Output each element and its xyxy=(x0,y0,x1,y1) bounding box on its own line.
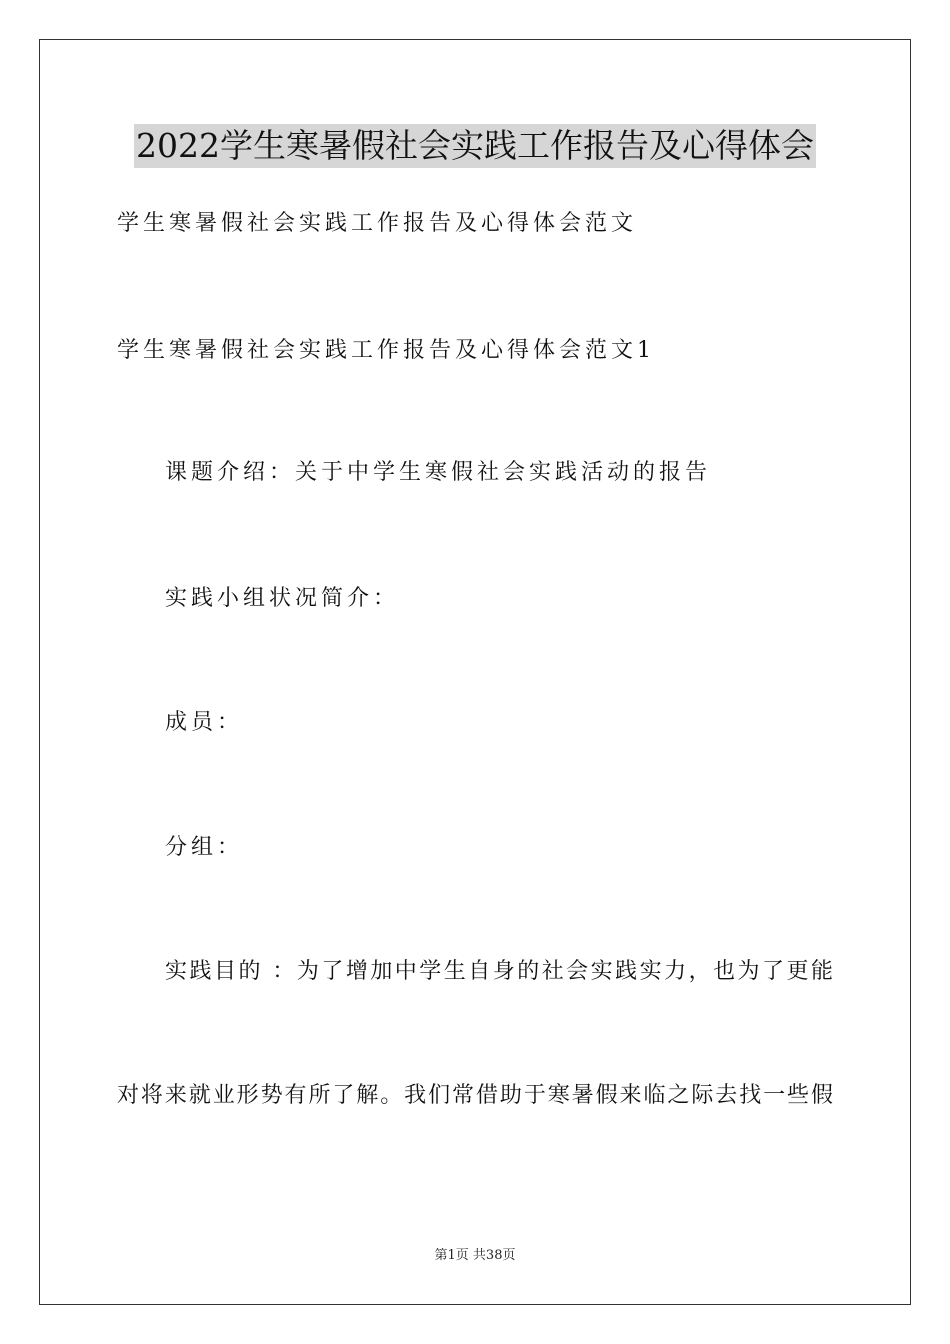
section-heading: 学生寒暑假社会实践工作报告及心得体会范文1 xyxy=(117,338,655,363)
grouping-line: 分组： xyxy=(165,835,244,860)
purpose-line: 实践目的 ：为了增加中学生自身的社会实践实力，也为了更能 xyxy=(165,959,833,984)
subtitle-line: 学生寒暑假社会实践工作报告及心得体会范文 xyxy=(117,211,638,236)
page-footer: 第1页 共38页 xyxy=(434,1248,516,1263)
members-line: 成员： xyxy=(165,710,244,735)
title-container xyxy=(0,124,950,168)
topic-intro-line: 课题介绍：关于中学生寒假社会实践活动的报告 xyxy=(165,460,712,485)
group-intro-line: 实践小组状况简介： xyxy=(165,586,400,611)
document-title: 2022学生寒暑假社会实践工作报告及心得体会 xyxy=(134,124,816,168)
purpose-continuation-line: 对将来就业形势有所了解。我们常借助于寒暑假来临之际去找一些假 xyxy=(117,1083,833,1108)
